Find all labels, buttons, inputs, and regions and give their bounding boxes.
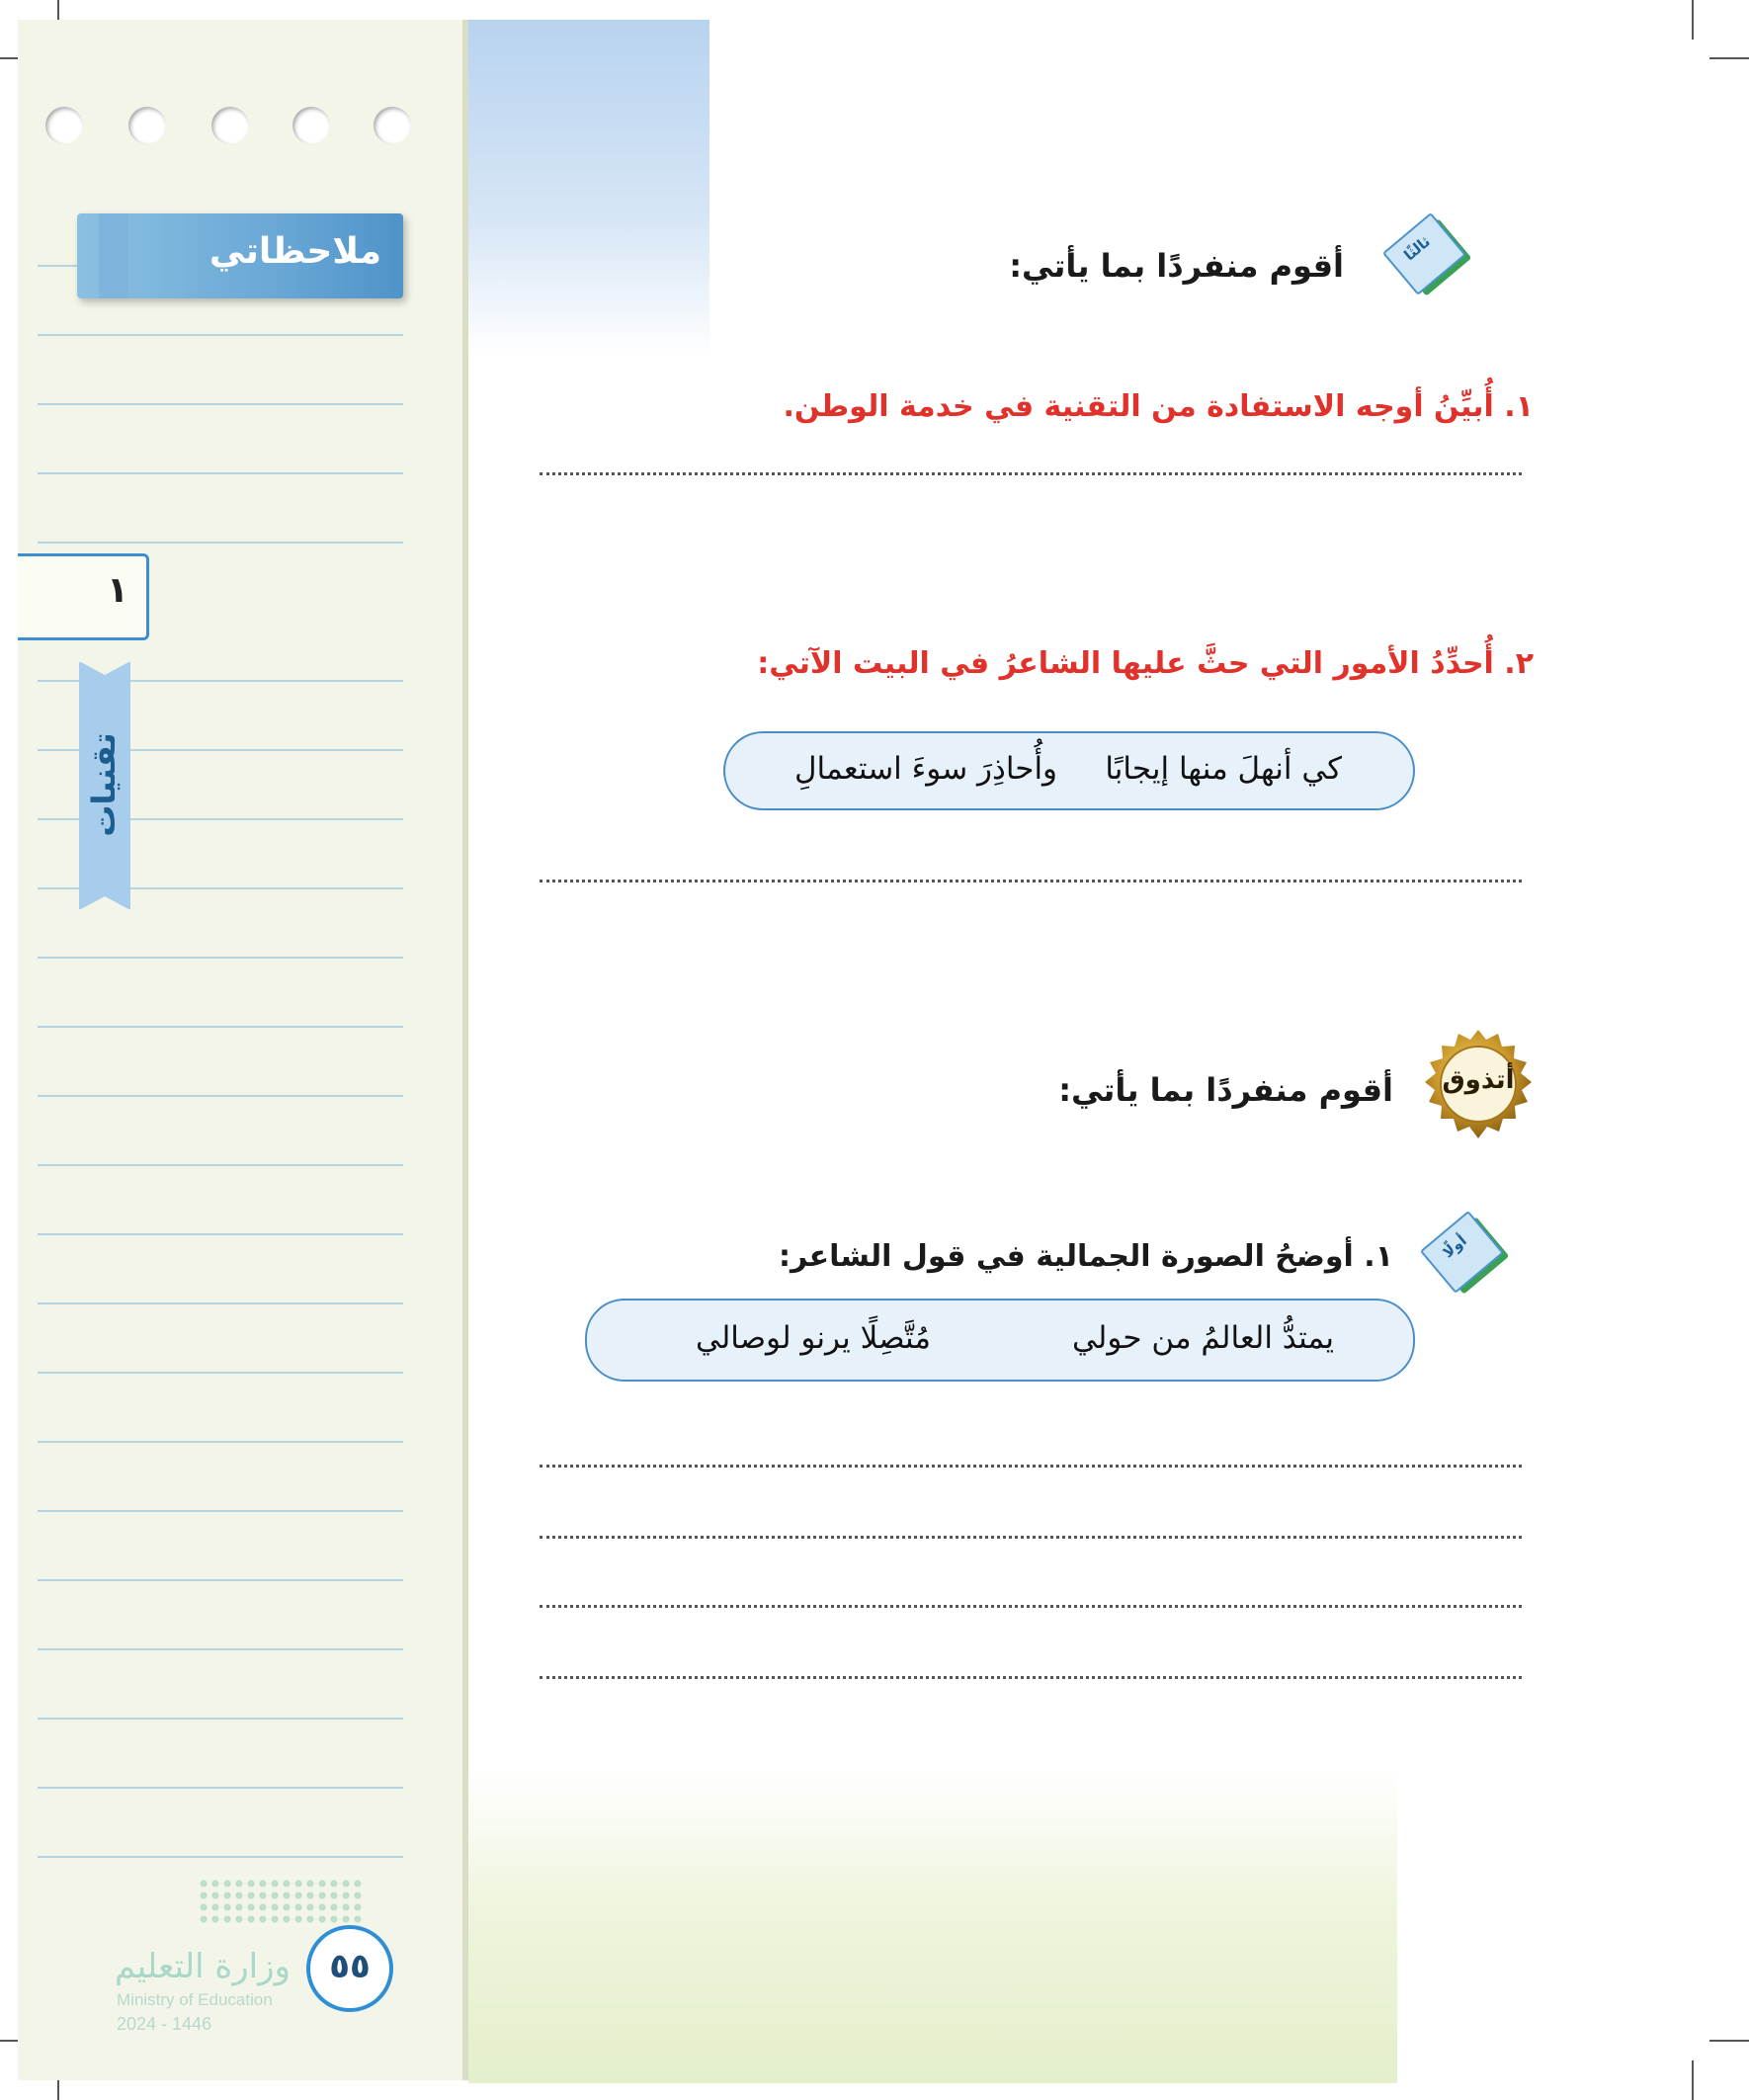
- binder-hole: [45, 107, 83, 144]
- answer-line: [540, 1605, 1522, 1608]
- taste-seal-label: أتذوق: [1442, 1065, 1515, 1095]
- note-line: [38, 1648, 403, 1650]
- note-line: [38, 1510, 403, 1512]
- taste-seal: [1421, 1028, 1536, 1142]
- section-badge-third: [1382, 212, 1471, 301]
- note-line: [38, 403, 403, 405]
- note-line: [38, 1026, 403, 1028]
- question-1-text: ١. أُبيِّنُ أوجه الاستفادة من التقنية في خدمة الوطن.: [783, 389, 1534, 424]
- unit-number: ١: [107, 570, 128, 611]
- answer-line: [540, 472, 1522, 475]
- verse-first-half: كي أنهلَ منها إيجابًا: [1105, 751, 1342, 787]
- notes-header: [77, 213, 403, 298]
- notes-title: ملاحظاتي: [208, 231, 381, 272]
- note-line: [38, 472, 403, 474]
- note-line: [38, 1441, 403, 1443]
- ministry-logo-dots: [198, 1878, 366, 1927]
- answer-line: [540, 1536, 1522, 1539]
- crop-mark: [1692, 2060, 1694, 2100]
- binder-hole: [292, 107, 330, 144]
- note-line: [38, 1718, 403, 1720]
- note-line: [38, 542, 403, 544]
- answer-line: [540, 1676, 1522, 1679]
- decorative-green-block: [468, 1769, 1397, 2083]
- section-badge-label: ثالثًا: [1400, 232, 1434, 265]
- note-line: [38, 1372, 403, 1374]
- section-heading: أقوم منفردًا بما يأتي:: [1009, 247, 1344, 285]
- verse-second-half: مُتَّصِلًا يرنو لوصالي: [696, 1320, 931, 1356]
- note-line: [38, 334, 403, 336]
- note-line: [38, 1579, 403, 1581]
- answer-line: [540, 1465, 1522, 1468]
- notes-sidebar: [18, 20, 468, 2080]
- verse-first-half: يمتدُّ العالمُ من حولي: [1072, 1320, 1334, 1356]
- unit-number-box: [18, 553, 149, 640]
- ministry-name-arabic: وزارة التعليم: [115, 1947, 291, 1986]
- note-line: [38, 1164, 403, 1166]
- verse-second-half: وأُحاذِرَ سوءَ استعمالِ: [794, 751, 1058, 787]
- note-line: [38, 1095, 403, 1097]
- crop-mark: [1692, 0, 1694, 40]
- crop-mark: [1709, 2040, 1749, 2042]
- header-tab-accent: [99, 213, 128, 298]
- answer-line: [540, 880, 1522, 882]
- binder-hole: [211, 107, 249, 144]
- theme-ribbon: [79, 662, 130, 909]
- note-line: [38, 1787, 403, 1789]
- ministry-year: 2024 - 1446: [117, 2014, 212, 2034]
- ministry-name-english: Ministry of Education: [117, 1990, 273, 2009]
- note-line: [38, 1856, 403, 1858]
- sub-badge-first: [1420, 1211, 1509, 1300]
- taste-question-1: ١. أوضحُ الصورة الجمالية في قول الشاعر:: [778, 1239, 1393, 1274]
- crop-mark: [1709, 57, 1749, 59]
- sub-badge-label: أولًا: [1439, 1231, 1470, 1262]
- binder-hole: [128, 107, 166, 144]
- note-line: [38, 1233, 403, 1235]
- binder-hole: [374, 107, 411, 144]
- question-2-text: ٢. أُحدِّدُ الأمور التي حثَّ عليها الشاعرُ في البيت الآتي:: [757, 646, 1534, 681]
- verse-box: [585, 1299, 1415, 1382]
- theme-label: تقنيات: [85, 732, 123, 837]
- page-number: ٥٥: [329, 1947, 371, 1986]
- taste-heading: أقوم منفردًا بما يأتي:: [1058, 1071, 1393, 1109]
- verse-box: [723, 731, 1415, 810]
- page-number-circle: [306, 1925, 393, 2012]
- decorative-blue-block: [468, 20, 709, 356]
- note-line: [38, 1302, 403, 1304]
- note-line: [38, 957, 403, 959]
